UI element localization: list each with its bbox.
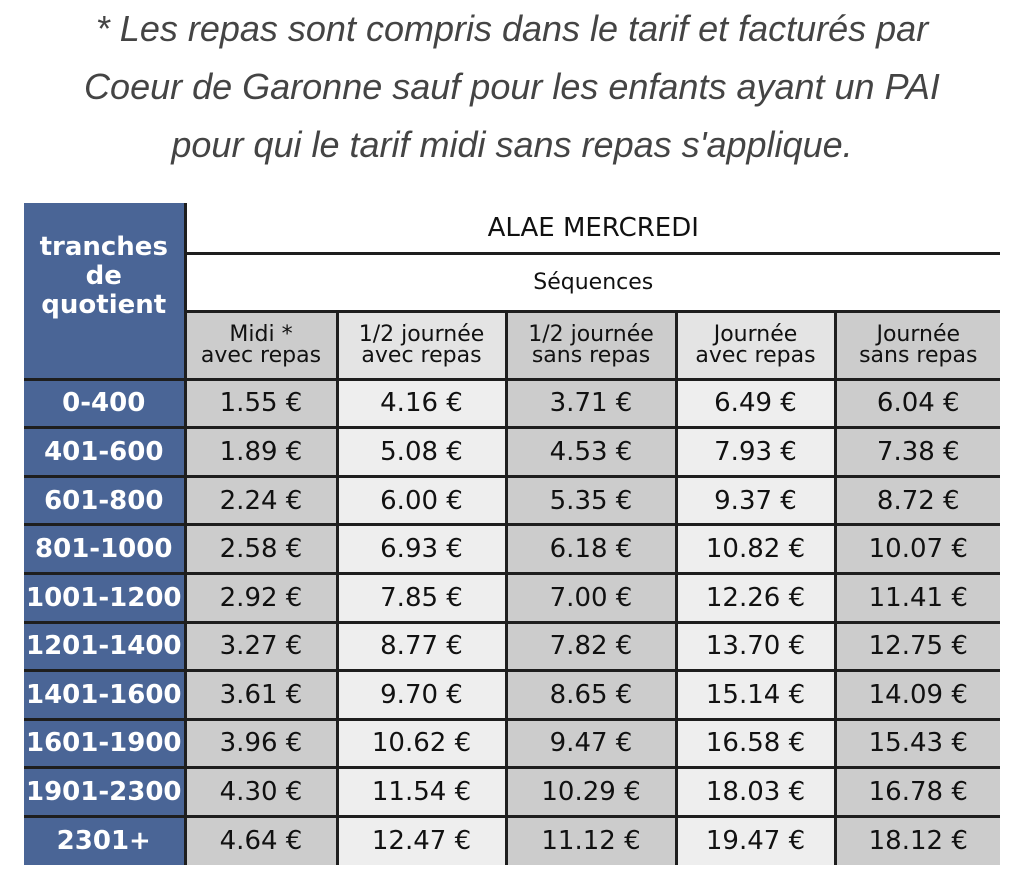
table-cell: 19.47 €	[676, 816, 835, 865]
table-cell: 18.12 €	[835, 816, 1000, 865]
table-cell: 7.82 €	[506, 622, 676, 671]
table-row	[24, 719, 1000, 768]
table-cell: 6.00 €	[337, 476, 506, 525]
table-cell: 2.92 €	[185, 573, 337, 622]
table-cell: 8.77 €	[337, 622, 506, 671]
column-header-line: avec repas	[361, 343, 482, 369]
corner-label-line: quotient	[41, 290, 167, 320]
column-header-line: sans repas	[859, 343, 978, 369]
table-cell: 9.70 €	[337, 671, 506, 720]
footnote-line: * Les repas sont compris dans le tarif et facturés par	[95, 8, 929, 49]
row-band: 401-600	[24, 428, 185, 477]
table-cell: 11.41 €	[835, 573, 1000, 622]
table-cell: 1.55 €	[185, 379, 337, 428]
column-header-line: Midi *	[229, 322, 293, 348]
column-header	[185, 311, 337, 379]
corner-label-line: tranches	[39, 232, 168, 262]
table-cell: 6.49 €	[676, 379, 835, 428]
table-cell: 7.38 €	[835, 428, 1000, 477]
table-row	[24, 525, 1000, 574]
table-row	[24, 622, 1000, 671]
row-band: 0-400	[24, 379, 185, 428]
column-header-line: Journée	[876, 322, 961, 348]
table-cell: 10.62 €	[337, 719, 506, 768]
table-cell: 5.08 €	[337, 428, 506, 477]
table-cell: 3.96 €	[185, 719, 337, 768]
table-cell: 16.58 €	[676, 719, 835, 768]
table-cell: 6.04 €	[835, 379, 1000, 428]
table-cell: 16.78 €	[835, 768, 1000, 817]
column-header-line: 1/2 journée	[358, 322, 485, 348]
table-cell: 15.14 €	[676, 671, 835, 720]
footnote-line: Coeur de Garonne sauf pour les enfants ayant un PAI	[84, 66, 940, 107]
table-title: ALAE MERCREDI	[185, 203, 1000, 254]
row-band: 1601-1900	[24, 719, 185, 768]
column-header-tranches	[24, 203, 185, 379]
table-cell: 7.93 €	[676, 428, 835, 477]
column-header	[676, 311, 835, 379]
table-cell: 8.65 €	[506, 671, 676, 720]
table-cell: 13.70 €	[676, 622, 835, 671]
table-cell: 3.27 €	[185, 622, 337, 671]
table-row	[24, 768, 1000, 817]
tariff-table	[24, 203, 1000, 865]
table-cell: 11.12 €	[506, 816, 676, 865]
table-cell: 2.58 €	[185, 525, 337, 574]
row-band: 1401-1600	[24, 671, 185, 720]
table-cell: 12.26 €	[676, 573, 835, 622]
row-band: 1201-1400	[24, 622, 185, 671]
column-header-line: sans repas	[531, 343, 651, 369]
row-band: 1001-1200	[24, 573, 185, 622]
row-band: 801-1000	[24, 525, 185, 574]
table-row	[24, 476, 1000, 525]
column-header	[337, 311, 506, 379]
table-cell: 7.85 €	[337, 573, 506, 622]
table-cell: 9.37 €	[676, 476, 835, 525]
table-row	[24, 379, 1000, 428]
column-header	[835, 311, 1000, 379]
table-cell: 7.00 €	[506, 573, 676, 622]
column-header-line: 1/2 journée	[528, 322, 654, 348]
table-cell: 12.47 €	[337, 816, 506, 865]
table-cell: 2.24 €	[185, 476, 337, 525]
table-cell: 14.09 €	[835, 671, 1000, 720]
table-cell: 8.72 €	[835, 476, 1000, 525]
footnote	[0, 0, 1024, 174]
footnote-line: pour qui le tarif midi sans repas s'applique.	[171, 124, 853, 165]
table-cell: 6.18 €	[506, 525, 676, 574]
table-cell: 5.35 €	[506, 476, 676, 525]
table-cell: 3.71 €	[506, 379, 676, 428]
table-cell: 4.64 €	[185, 816, 337, 865]
table-row	[24, 428, 1000, 477]
table-cell: 18.03 €	[676, 768, 835, 817]
table-cell: 4.30 €	[185, 768, 337, 817]
table-subtitle: Séquences	[185, 254, 1000, 312]
table-row	[24, 573, 1000, 622]
table-cell: 10.07 €	[835, 525, 1000, 574]
table-cell: 4.53 €	[506, 428, 676, 477]
table-row	[24, 816, 1000, 865]
corner-label-line: de	[85, 261, 122, 291]
column-header-line: avec repas	[200, 343, 322, 369]
table-cell: 9.47 €	[506, 719, 676, 768]
table-cell: 11.54 €	[337, 768, 506, 817]
table-cell: 6.93 €	[337, 525, 506, 574]
row-band: 1901-2300	[24, 768, 185, 817]
table-cell: 10.29 €	[506, 768, 676, 817]
column-header-line: avec repas	[695, 343, 816, 369]
table-cell: 12.75 €	[835, 622, 1000, 671]
table-cell: 4.16 €	[337, 379, 506, 428]
table-cell: 15.43 €	[835, 719, 1000, 768]
column-header	[506, 311, 676, 379]
table-row	[24, 671, 1000, 720]
table-cell: 10.82 €	[676, 525, 835, 574]
row-band: 2301+	[24, 816, 185, 865]
table-cell: 3.61 €	[185, 671, 337, 720]
table-cell: 1.89 €	[185, 428, 337, 477]
row-band: 601-800	[24, 476, 185, 525]
column-header-line: Journée	[713, 322, 798, 348]
